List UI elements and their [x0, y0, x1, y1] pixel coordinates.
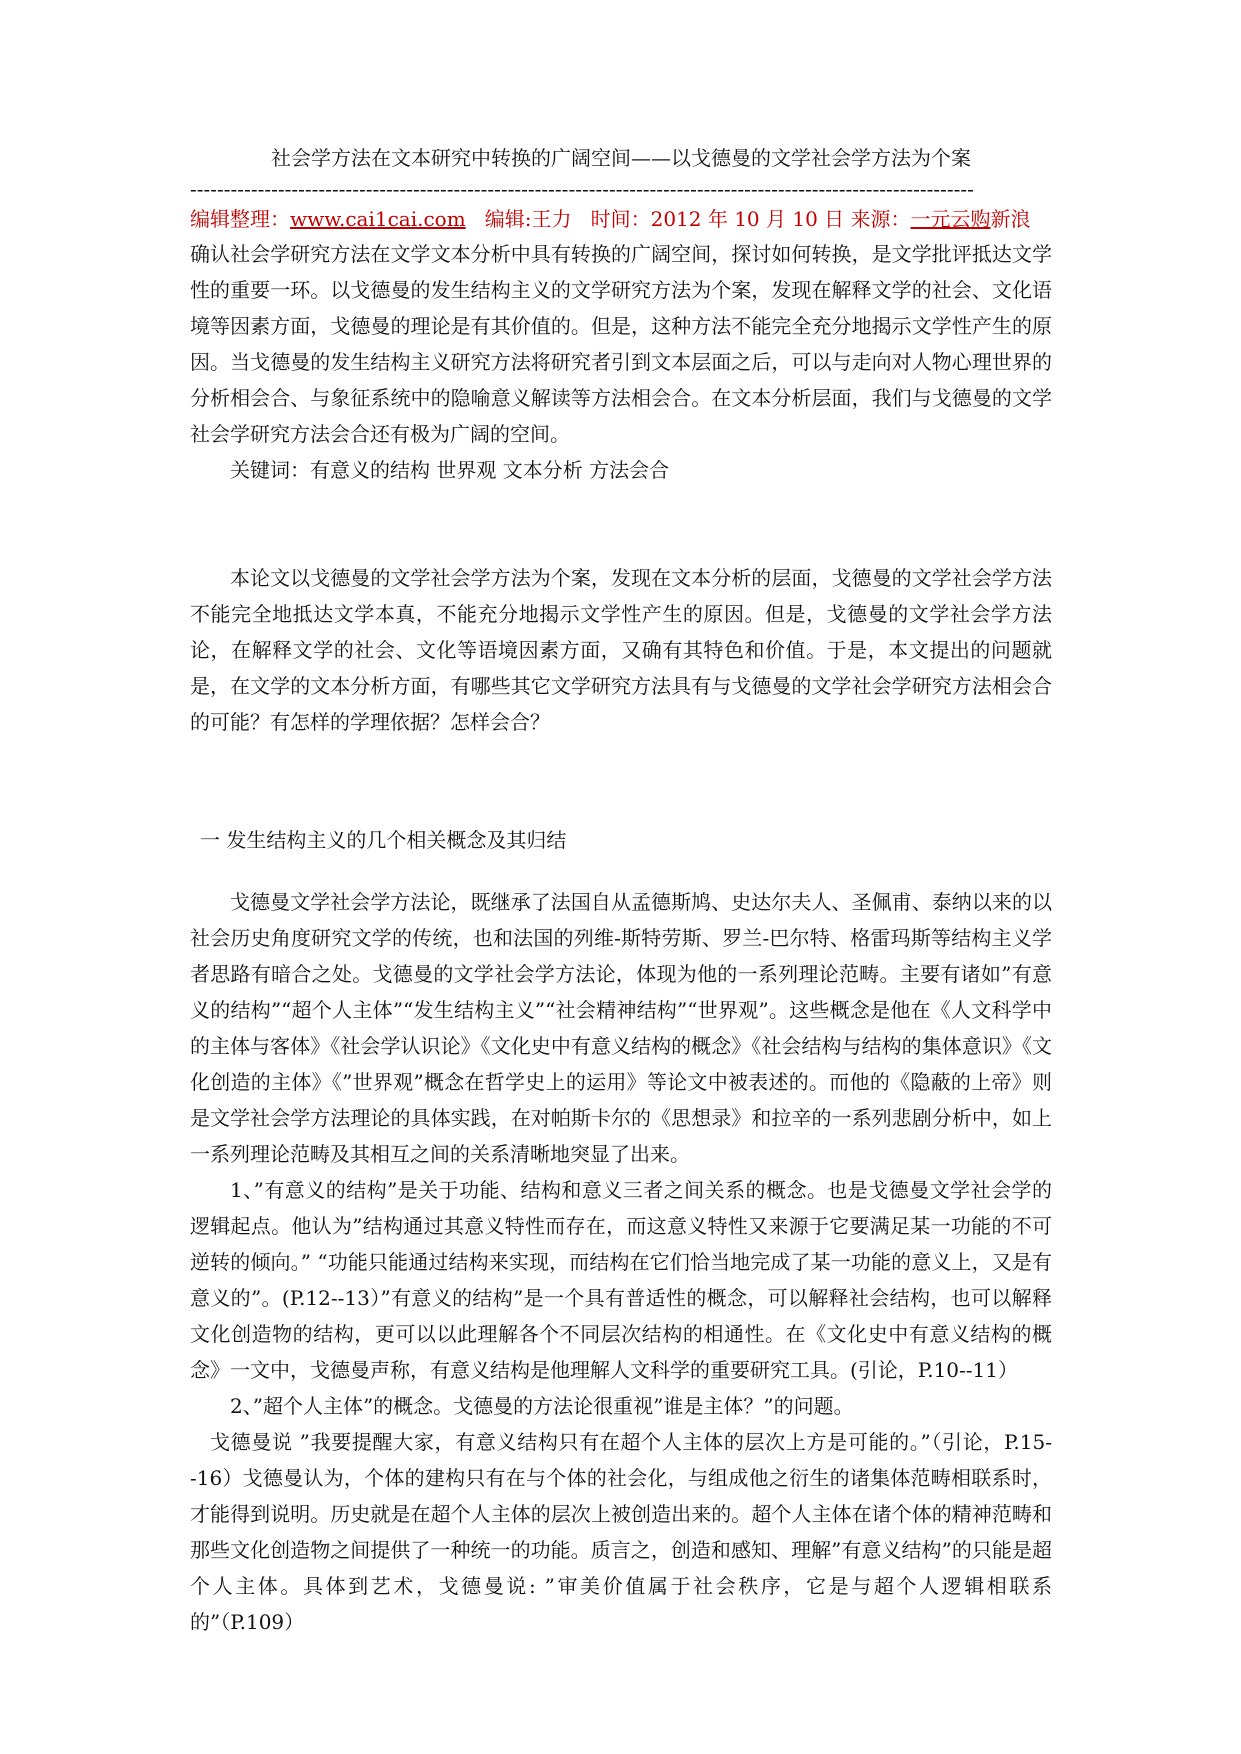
document-page — [190, 140, 1052, 1640]
source-rest: 新浪 — [990, 207, 1031, 231]
spacer — [190, 740, 1052, 822]
body-paragraph: 戈德曼文学社会学方法论，既继承了法国自从孟德斯鸠、史达尔夫人、圣佩甫、泰纳以来的以社会历史角度研究文学的传统，也和法国的列维-斯特劳斯、罗兰-巴尔特、格雷玛斯等结构主义学者思路有暗合之处。戈德曼的文学社会学方法论，体现为他的一系列理论范畴。主要有诸如”有意义的结构”“超个人主体”“发生结构主义”“社会精神结构”“世界观”。这些概念是他在《人文科学中的主体与客体》《社会学认识论》《文化史中有意义结构的概念》《社会结构与结构的集体意识》《文化创造的主体》《”世界观”概念在哲学史上的运用》等论文中被表述的。而他的《隐蔽的上帝》则是文学社会学方法理论的具体实践，在对帕斯卡尔的《思想录》和拉辛的一系列悲剧分析中，如上一系列理论范畴及其相互之间的关系清晰地突显了出来。 — [190, 890, 1052, 1166]
section-heading: 一 发生结构主义的几个相关概念及其归结 — [200, 828, 567, 852]
editor-label: 编辑整理： — [190, 207, 290, 231]
site-link[interactable]: www.cai1cai.com — [290, 207, 466, 231]
spacer — [190, 858, 1052, 884]
publish-time: 时间：2012 年 10 月 10 日 — [590, 207, 845, 231]
body-paragraph: 2、”超个人主体”的概念。戈德曼的方法论很重视”谁是主体？”的问题。 — [230, 1394, 854, 1418]
abstract-paragraph: 确认社会学研究方法在文学文本分析中具有转换的广阔空间，探讨如何转换，是文学批评抵达文学性的重要一环。以戈德曼的发生结构主义的文学研究方法为个案，发现在解释文学的社会、文化语境等因素方面，戈德曼的理论是有其价值的。但是，这种方法不能完全充分地揭示文学性产生的原因。当戈德曼的发生结构主义研究方法将研究者引到文本层面之后，可以与走向对人物心理世界的分析相会合、与象征系统中的隐喻意义解读等方法相会合。在文本分析层面，我们与戈德曼的文学社会学研究方法会合还有极为广阔的空间。 — [190, 242, 1052, 446]
editor-name: 编辑:王力 — [484, 207, 572, 231]
body-paragraph: 1、”有意义的结构”是关于功能、结构和意义三者之间关系的概念。也是戈德曼文学社会学的逻辑起点。他认为”结构通过其意义特性而存在，而这意义特性又来源于它要满足某一功能的不可逆转的倾向。” “功能只能通过结构来实现，而结构在它们恰当地完成了某一功能的意义上，又是有意义的”。(P.12--13）”有意义的结构”是一个具有普适性的概念，可以解释社会结构，也可以解释文化创造物的结构，更可以以此理解各个不同层次结构的相通性。在《文化史中有意义结构的概念》一文中，戈德曼声称，有意义结构是他理解人文科学的重要研究工具。(引论，P.10--11） — [190, 1178, 1052, 1382]
source-label: 来源： — [850, 207, 911, 231]
source-link[interactable]: 一元云购 — [910, 207, 991, 231]
spacer — [190, 488, 1052, 560]
separator-line: -------------------------------------------------------------------------------------------------------------------- — [190, 178, 974, 200]
intro-paragraph: 本论文以戈德曼的文学社会学方法为个案，发现在文本分析的层面，戈德曼的文学社会学方法不能完全地抵达文学本真，不能充分地揭示文学性产生的原因。但是，戈德曼的文学社会学方法论，在解释文学的社会、文化等语境因素方面，又确有其特色和价值。于是，本文提出的问题就是，在文学的文本分析方面，有哪些其它文学研究方法具有与戈德曼的文学社会学研究方法相会合的可能？有怎样的学理依据？怎样会合？ — [190, 566, 1052, 734]
body-paragraph: 戈德曼说 ”我要提醒大家，有意义结构只有在超个人主体的层次上方是可能的。”（引论，P.15--16）戈德曼认为，个体的建构只有在与个体的社会化，与组成他之衍生的诸集体范畴相联系时，才能得到说明。历史就是在超个人主体的层次上被创造出来的。超个人主体在诸个体的精神范畴和那些文化创造物之间提供了一种统一的功能。质言之，创造和感知、理解”有意义结构”的只能是超个人主体。具体到艺术，戈德曼说: ”审美价值属于社会秩序，它是与超个人逻辑相联系的”（P.109） — [190, 1430, 1052, 1634]
article-title: 社会学方法在文本研究中转换的广阔空间——以戈德曼的文学社会学方法为个案 — [271, 146, 971, 170]
article-meta — [190, 202, 1052, 236]
keywords-line: 关键词：有意义的结构 世界观 文本分析 方法会合 — [230, 458, 670, 482]
